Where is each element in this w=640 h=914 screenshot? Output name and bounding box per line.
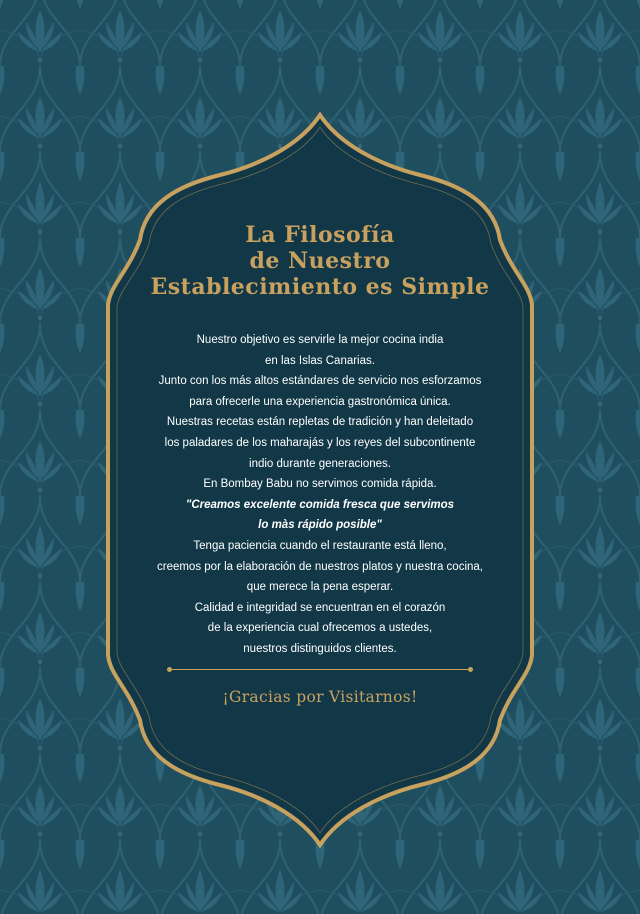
philosophy-text	[130, 330, 510, 660]
body-line: nuestros distinguidos clientes.	[243, 642, 397, 655]
divider-rule	[170, 669, 470, 670]
quote-line: lo màs rápido posible"	[258, 519, 382, 532]
body-line: los paladares de los maharajás y los reyes del subcontinente	[164, 436, 476, 449]
body-line: Tenga paciencia cuando el restaurante está lleno,	[193, 539, 447, 552]
body-line: Nuestro objetivo es servirle la mejor cocina india	[196, 334, 444, 346]
title-line-1: La Filosofía	[245, 222, 395, 248]
divider-dot-left	[167, 667, 172, 672]
closing-message: ¡Gracias por Visitarnos!	[222, 687, 418, 706]
body-line: indio durante generaciones.	[249, 457, 391, 470]
body-line: de la experiencia cual ofrecemos a ustedes,	[207, 622, 433, 635]
body-line: Calidad e integridad se encuentran en el corazón	[194, 601, 446, 614]
body-line: Nuestras recetas están repletas de tradición y han deleitado	[166, 416, 474, 429]
title-line-3: Establecimiento es Simple	[150, 274, 490, 300]
body-line: que merece la pena esperar.	[246, 581, 394, 594]
philosophy-panel	[130, 222, 510, 706]
body-line: En Bombay Babu no servimos comida rápida.	[203, 478, 437, 491]
body-line: Junto con los más altos estándares de servicio nos esforzamos	[158, 375, 482, 388]
divider-dot-right	[468, 667, 473, 672]
body-line: creemos por la elaboración de nuestros platos y nuestra cocina,	[156, 560, 483, 573]
body-line: para ofrecerle una experiencia gastronómica única.	[189, 395, 451, 408]
page-title	[130, 222, 510, 300]
quote-line: "Creamos excelente comida fresca que servimos	[185, 498, 455, 511]
body-line: en las Islas Canarias.	[265, 354, 375, 367]
gold-divider	[170, 666, 470, 674]
title-line-2: de Nuestro	[249, 248, 391, 274]
